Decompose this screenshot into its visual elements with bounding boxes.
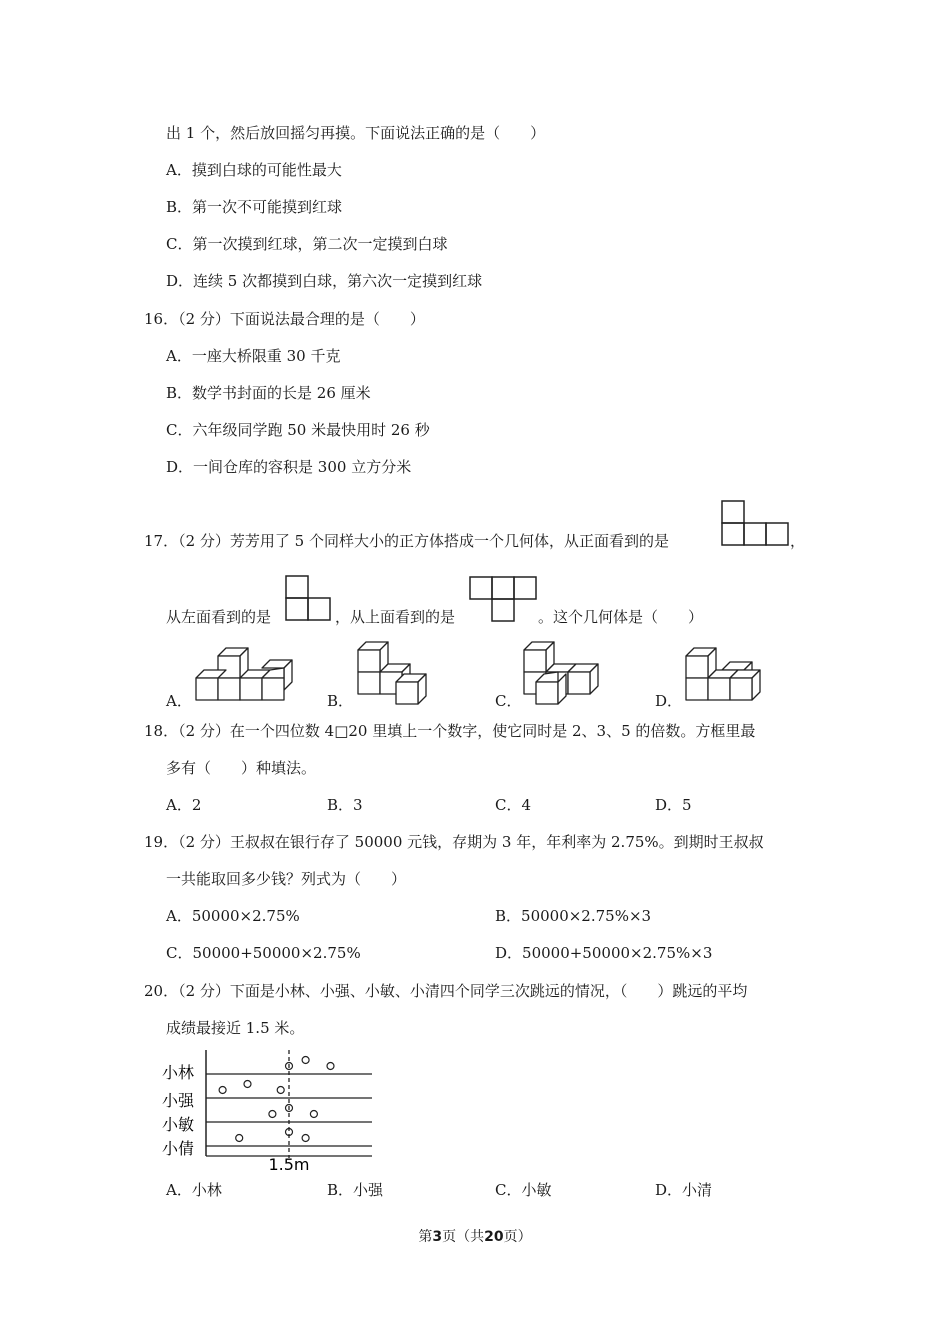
row-label-0: 小林 xyxy=(162,1063,195,1082)
q17-option-b-label: B． xyxy=(327,692,354,710)
left-view-figure xyxy=(284,574,334,624)
q19-stem-line2: 一共能取回多少钱？列式为（ ） xyxy=(166,870,407,888)
long-jump-chart xyxy=(160,1046,380,1176)
q16-option-a: A．一座大桥限重 30 千克 xyxy=(166,347,341,365)
reference-label: 1.5m xyxy=(268,1155,310,1174)
q17-top-view-text: ，从上面看到的是 xyxy=(335,608,456,626)
q17-stem-comma: ， xyxy=(790,532,806,550)
top-view-figure xyxy=(468,575,540,623)
q17-option-d-solid xyxy=(684,646,768,708)
q16-stem: 16．（2 分）下面说法最合理的是（ ） xyxy=(144,310,425,328)
jump-point-0-1 xyxy=(302,1057,309,1064)
q17-option-a-solid xyxy=(194,646,294,708)
q17-option-b-solid xyxy=(356,640,442,708)
q20-option-d: D．小清 xyxy=(655,1181,713,1199)
q15-option-d: D．连续 5 次都摸到白球，第六次一定摸到红球 xyxy=(166,272,483,290)
jump-point-0-2 xyxy=(327,1063,334,1070)
q18-option-a: A．2 xyxy=(166,796,202,814)
q15-stem-continuation: 出 1 个，然后放回摇匀再摸。下面说法正确的是（ ） xyxy=(166,124,546,142)
row-label-2: 小敏 xyxy=(162,1115,195,1134)
jump-point-3-0 xyxy=(236,1135,243,1142)
q15-option-a: A．摸到白球的可能性最大 xyxy=(166,161,342,179)
jump-point-1-0 xyxy=(219,1087,226,1094)
q18-option-c: C．4 xyxy=(495,796,532,814)
q19-option-a: A．50000×2.75% xyxy=(166,907,300,925)
footer-middle: 页（共 xyxy=(442,1229,485,1245)
q17-option-d-label: D． xyxy=(655,692,683,710)
q15-option-b: B．第一次不可能摸到红球 xyxy=(166,198,343,216)
q17-stem-question: 。这个几何体是（ ） xyxy=(538,608,704,626)
row-label-1: 小强 xyxy=(162,1091,195,1110)
q20-stem-line1: 20．（2 分）下面是小林、小强、小敏、小清四个同学三次跳远的情况，（ ）跳远的平均 xyxy=(144,982,748,1000)
q16-option-b: B．数学书封面的长是 26 厘米 xyxy=(166,384,371,402)
q19-option-c: C．50000+50000×2.75% xyxy=(166,944,361,962)
page-footer xyxy=(0,1226,950,1246)
q18-stem-line2: 多有（ ）种填法。 xyxy=(166,759,317,777)
jump-point-3-2 xyxy=(302,1135,309,1142)
q19-stem-line1: 19．（2 分）王叔叔在银行存了 50000 元钱，存期为 3 年，年利率为 2.75%。到期时王叔叔 xyxy=(144,833,764,851)
q18-stem-line1: 18．（2 分）在一个四位数 4□20 里填上一个数字，使它同时是 2、3、5 的倍数。方框里最 xyxy=(144,722,756,740)
footer-suffix: 页） xyxy=(503,1229,532,1245)
q20-stem-line2: 成绩最接近 1.5 米。 xyxy=(166,1019,305,1037)
jump-point-2-0 xyxy=(269,1111,276,1118)
footer-total-pages: 20 xyxy=(484,1229,504,1245)
q16-option-c: C．六年级同学跑 50 米最快用时 26 秒 xyxy=(166,421,430,439)
q17-left-view-text: 从左面看到的是 xyxy=(166,608,272,626)
q19-option-d: D．50000+50000×2.75%×3 xyxy=(495,944,713,962)
jump-point-1-2 xyxy=(277,1087,284,1094)
footer-prefix: 第 xyxy=(418,1229,433,1245)
jump-point-2-2 xyxy=(310,1111,317,1118)
q15-option-c: C．第一次摸到红球，第二次一定摸到白球 xyxy=(166,235,448,253)
q17-option-c-label: C． xyxy=(495,692,522,710)
footer-page-number: 3 xyxy=(432,1229,443,1245)
q20-option-b: B．小强 xyxy=(327,1181,384,1199)
front-view-figure xyxy=(720,499,792,547)
q19-option-b: B．50000×2.75%×3 xyxy=(495,907,652,925)
q17-option-c-solid xyxy=(522,640,604,708)
row-label-3: 小倩 xyxy=(162,1139,195,1158)
jump-point-1-1 xyxy=(244,1081,251,1088)
q16-option-d: D．一间仓库的容积是 300 立方分米 xyxy=(166,458,412,476)
q17-option-a-label: A． xyxy=(166,692,192,710)
q20-option-c: C．小敏 xyxy=(495,1181,552,1199)
q18-option-b: B．3 xyxy=(327,796,363,814)
q17-stem-line1: 17．（2 分）芳芳用了 5 个同样大小的正方体搭成一个几何体，从正面看到的是 xyxy=(144,532,669,550)
q20-option-a: A．小林 xyxy=(166,1181,222,1199)
q18-option-d: D．5 xyxy=(655,796,692,814)
